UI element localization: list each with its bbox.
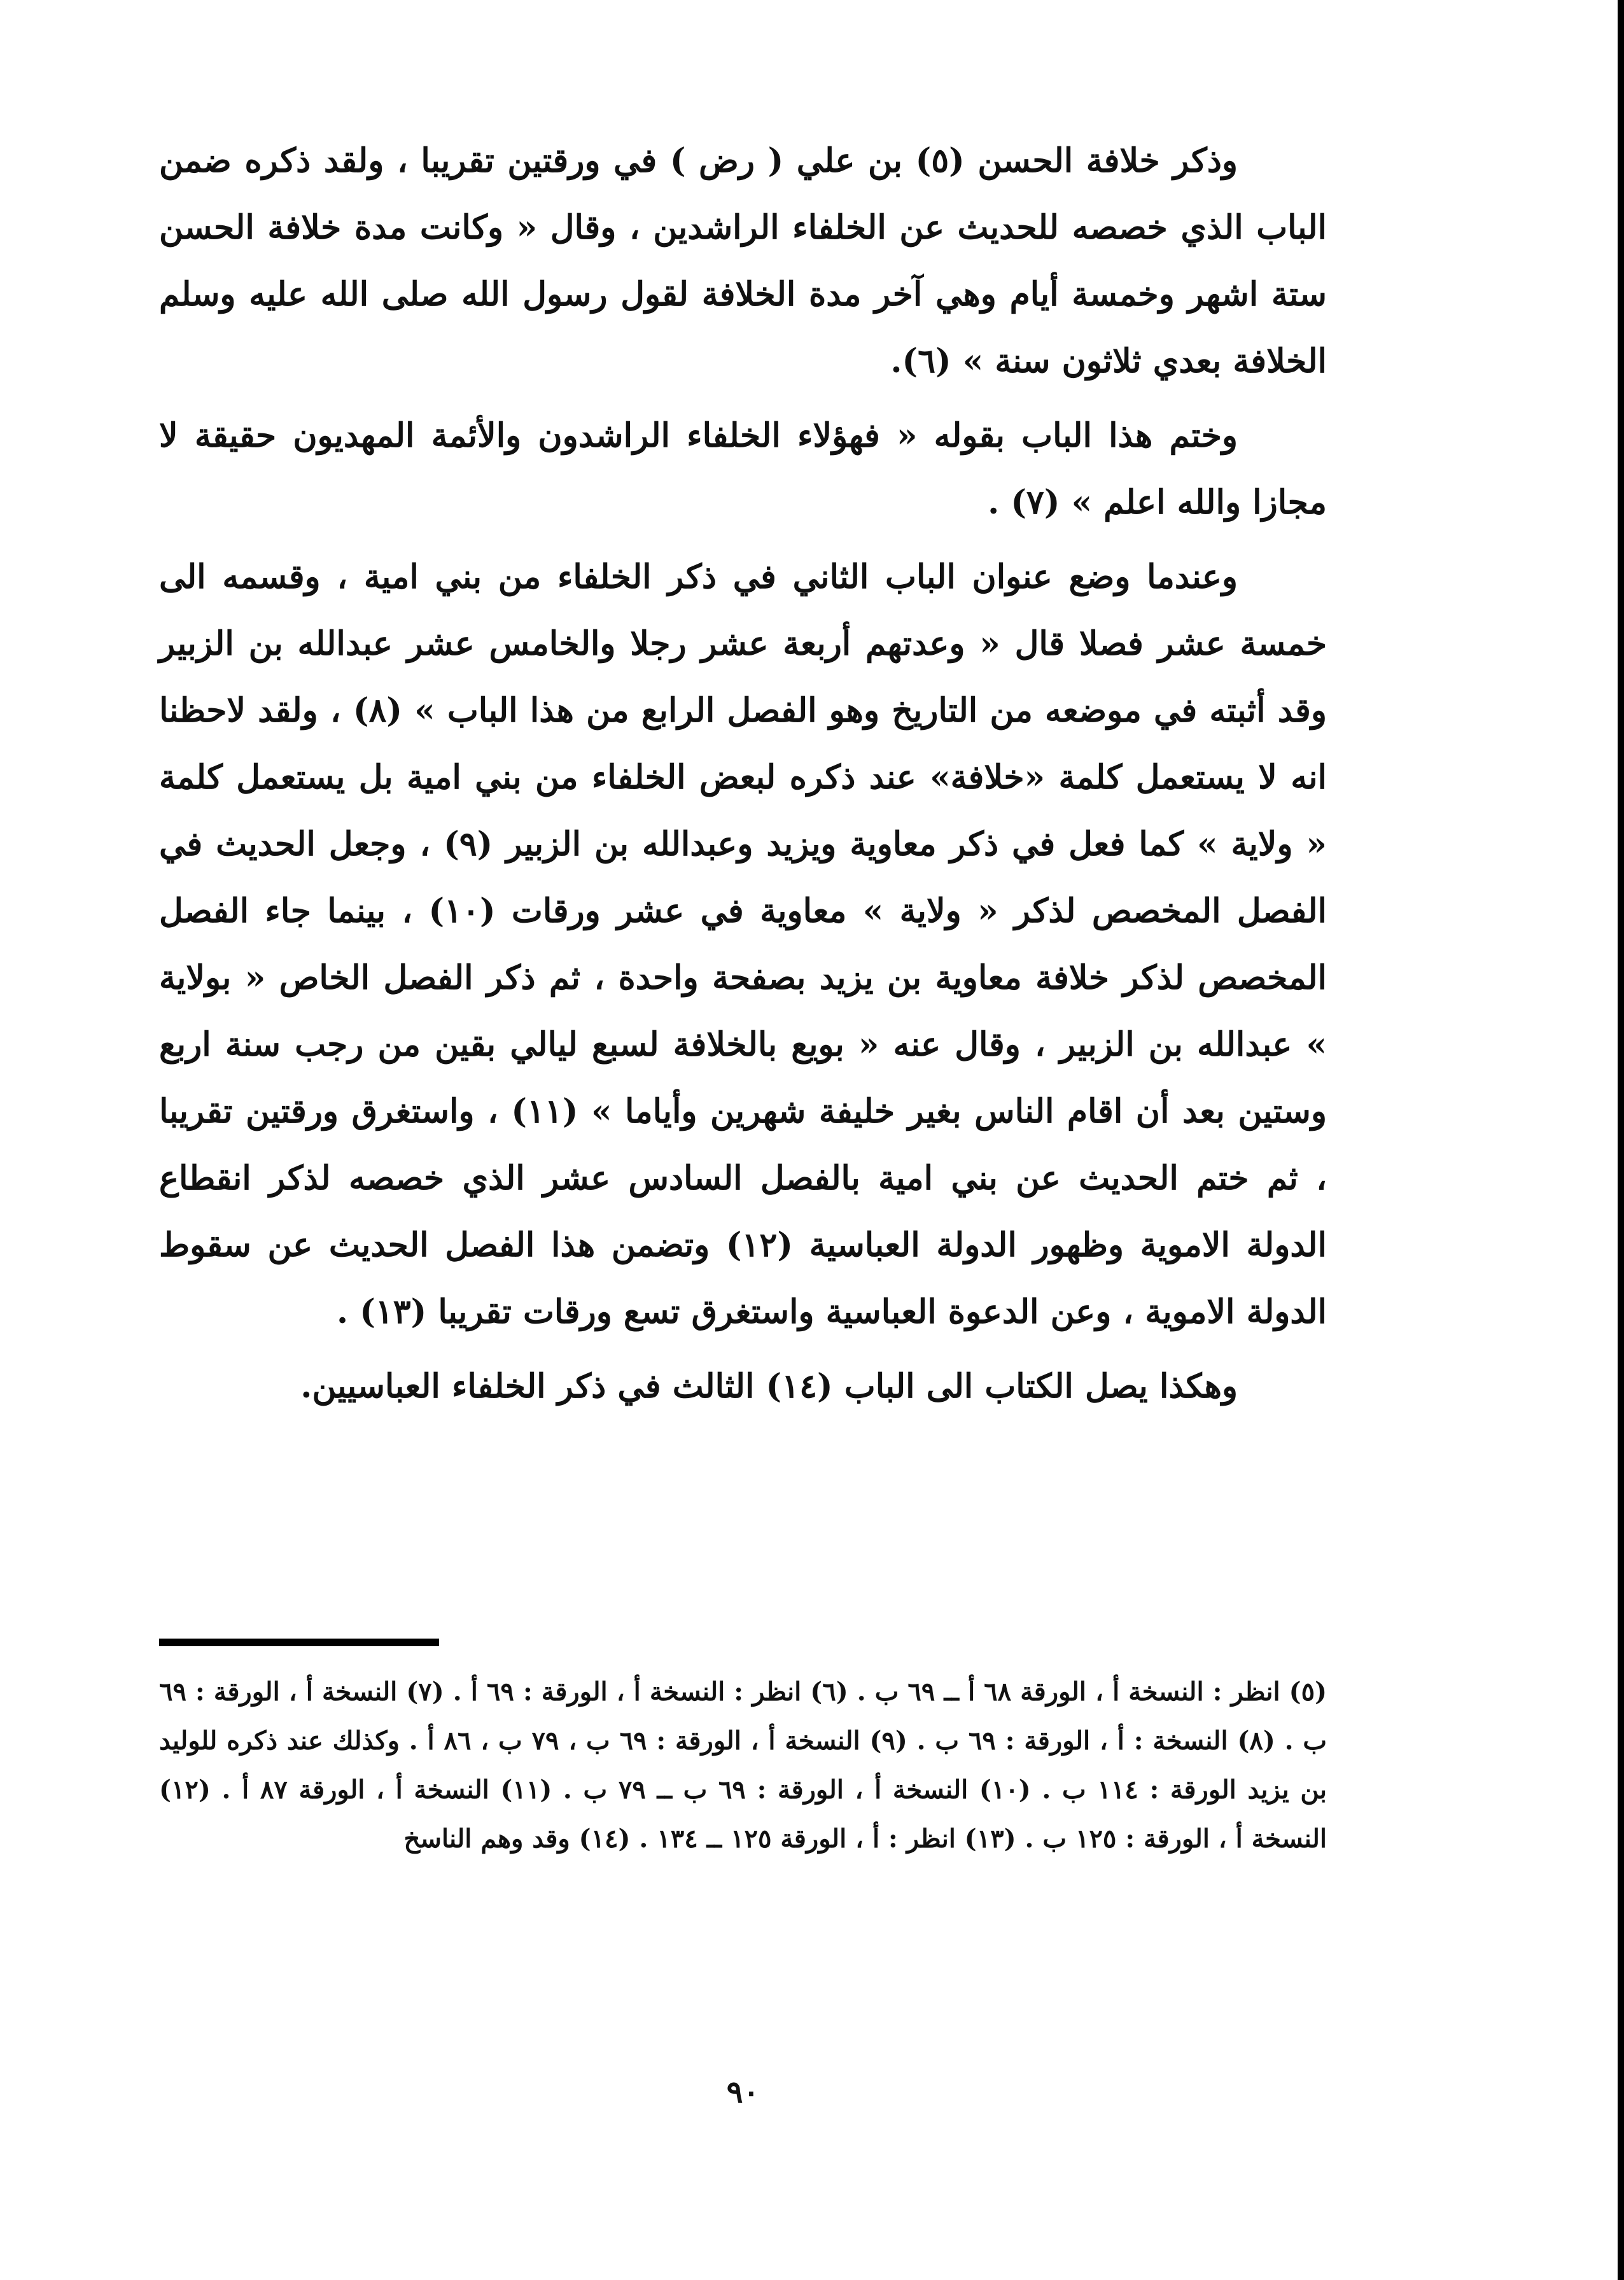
- paragraph-4: وهكذا يصل الكتاب الى الباب (١٤) الثالث في ذكر الخلفاء العباسيين.: [300, 1367, 1238, 1406]
- page-number: ٩٠: [726, 2074, 760, 2110]
- scan-edge-border: [1618, 0, 1624, 2280]
- footnote-divider: [159, 1639, 439, 1646]
- paragraph-3: وعندما وضع عنوان الباب الثاني في ذكر الخلفاء من بني امية ، وقسمه الى خمسة عشر فصلا قال « وعدتهم أربعة عشر رجلا والخامس عشر عبدالله بن الزبير وقد أثبته في موضعه من التاريخ وهو الفصل الرابع من هذا الباب » (٨) ، ولقد لاحظنا انه لا يستعمل كلمة «خلافة» عند ذكره لبعض الخلفاء من بني امية بل يستعمل كلمة « ولاية » كما فعل في ذكر معاوية ويزيد وعبدالله بن الزبير (٩) ، وجعل الحديث في الفصل المخصص لذكر « ولاية » معاوية في عشر ورقات (١٠) ، بينما جاء الفصل المخصص لذكر خلافة معاوية بن يزيد بصفحة واحدة ، ثم ذكر الفصل الخاص « بولاية » عبدالله بن الزبير ، وقال عنه « بويع بالخلافة لسبع ليالي بقين من رجب سنة اربع وستين بعد أن اقام الناس بغير خليفة شهرين وأياما » (١١) ، واستغرق ورقتين تقريبا ، ثم ختم الحديث عن بني امية بالفصل السادس عشر الذي خصصه لذكر انقطاع الدولة الاموية وظهور الدولة العباسية (١٢) وتضمن هذا الفصل الحديث عن سقوط الدولة الاموية ، وعن الدعوة العباسية واستغرق تسع ورقات تقريبا (١٣) .: [159, 557, 1327, 1331]
- book-page: [159, 127, 1327, 2195]
- paragraph-1: وذكر خلافة الحسن (٥) بن علي ( رض ) في ورقتين تقريبا ، ولقد ذكره ضمن الباب الذي خصصه للحديث عن الخلفاء الراشدين ، وقال « وكانت مدة خلافة الحسن ستة اشهر وخمسة أيام وهي آخر مدة الخلافة لقول رسول الله صلى الله عليه وسلم الخلافة بعدي ثلاثون سنة » (٦).: [159, 141, 1327, 381]
- main-text: [159, 127, 1327, 1420]
- footnotes: (٥) انظر : النسخة أ ، الورقة ٦٨ أ ــ ٦٩ ب . (٦) انظر : النسخة أ ، الورقة : ٦٩ أ . (٧) النسخة أ ، الورقة : ٦٩ ب . (٨) النسخة : أ ، الورقة : ٦٩ ب . (٩) النسخة أ ، الورقة : ٦٩ ب ، ٧٩ ب ، ٨٦ أ . وكذلك عند ذكره للوليد بن يزيد الورقة : ١١٤ ب . (١٠) النسخة أ ، الورقة : ٦٩ ب ــ ٧٩ ب . (١١) النسخة أ ، الورقة ٨٧ أ . (١٢) النسخة أ ، الورقة : ١٢٥ ب . (١٣) انظر : أ ، الورقة ١٢٥ ــ ١٣٤ . (١٤) وقد وهم الناسخ: [159, 1677, 1327, 1854]
- paragraph-2: وختم هذا الباب بقوله « فهؤلاء الخلفاء الراشدون والأئمة المهديون حقيقة لا مجازا والله اعلم » (٧) .: [159, 416, 1327, 522]
